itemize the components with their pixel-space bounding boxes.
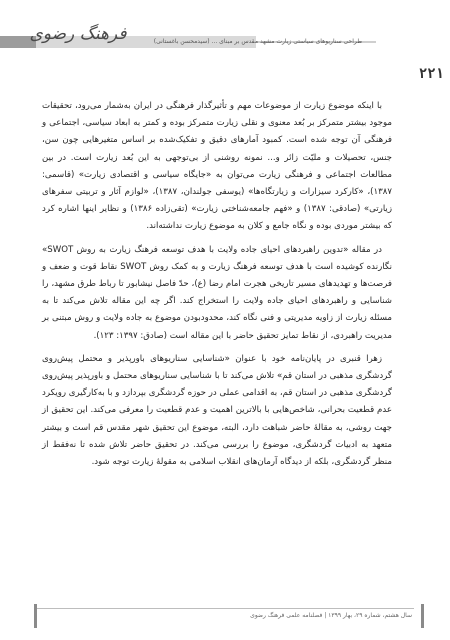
page-footer xyxy=(0,604,450,628)
journal-logo xyxy=(30,14,126,54)
footer-bar-right xyxy=(421,604,424,628)
running-title: طراحی سناریوهای سیاستی زیارت مشهد مقدس بر مبنای ... (سیدمحسن باغستانی) xyxy=(153,38,362,45)
footer-bar-left xyxy=(34,604,37,628)
paragraph: زهرا قنبری در پایان‌نامه خود با عنوان «شناسایی سناریوهای باورپذیر و محتمل پیش‌روی گردشگری مذهبی در استان قم» تلاش می‌کند تا با شناسایی سناریوهای محتمل و باورپذیر پیش‌روی گردشگری مذهبی در استان قم، به اقدامی عملی در حوزه گردشگری بپردازد و با به‌کارگیری رویکرد عدم قطعیت بحرانی، شاخص‌هایی با بالاترین اهمیت و عدم قطعیت را معرفی می‌کند. این تحقیق از جهت روشی، به مقالهٔ حاضر شباهت دارد، البته، موضوع این تحقیق شهر مقدس قم است و بیشتر متعهد به ادبیات گردشگری، موضوع را بررسی می‌کند. در تحقیق حاضر تلاش شده تا نه‌فقط از منظر گردشگری، بلکه از دیدگاه آرمان‌های انقلاب اسلامی به مقولهٔ زیارت توجه شود. xyxy=(42,353,392,468)
journal-logo-text: فرهنگ رضوی xyxy=(29,24,127,44)
paragraph: در مقاله «تدوین راهبردهای احیای جاده ولایت با هدف توسعه فرهنگ زیارت به روش SWOT» نگارنده کوشیده است با هدف توسعه فرهنگ زیارت و به کمک روش SWOT نقاط قوت و ضعف و فرصت‌ها و تهدیدهای مسیر تاریخی هجرت امام رضا (ع)، حدّ فاصل نیشابور تا رباط طرق مشهد، را شناسایی و راهبردهای احیای جاده ولایت را استخراج کند. اگر چه این مقاله تلاش می‌کند تا به مسئله زیارت از زاویه مدیریتی و فنی نگاه کند، محدودبودن موضوع به جاده ولایت و روش مبتنی بر مدیریت راهبردی، از نقاط تمایز تحقیق حاضر با این مقاله است (صادق: ۱۳۹۷: ۱۲۳). xyxy=(42,244,392,341)
article-body xyxy=(42,98,392,477)
paragraph: با اینکه موضوع زیارت از موضوعات مهم و تأثیرگذار فرهنگی در ایران به‌شمار می‌رود، تحقیقات موجود بیشتر متمرکز بر بُعد معنوی و نقلی زیارت متمرکز بوده و کمتر به ابعاد سیاسی، اجتماعی و فرهنگی آن توجه شده است. کمبود آمارهای دقیق و تفکیک‌شده بر اساس متغیرهایی چون سن، جنس، تحصیلات و ملیّت زائر و... نمونه روشنی از بی‌توجهی به این بُعد زیارت است. در بین مطالعات اجتماعی و فرهنگی زیارت می‌توان به «جایگاه سیاسی و اقتصادی زیارت» (قاسمی: ۱۳۸۷)، «کارکرد سیزارات و زیارتگاه‌ها» (یوسفی جولندان، ۱۳۸۷)، «لوازم آثار و تربیتی سفرهای زیارتی» (صادقی: ۱۳۸۷) و «فهم جامعه‌شناختی زیارت» (تقی‌زاده ۱۳۸۶) و نظایر اینها اشاره کرد که بیشتر موردی بوده و نگاه جامع و کلان به موضوع زیارت نداشته‌اند. xyxy=(42,101,392,232)
page-number: ۲۲۱ xyxy=(418,66,444,82)
footer-rule xyxy=(34,608,414,609)
footer-journal-info: سال هشتم، شماره ۲۹، بهار ۱۳۹۹ | فصلنامه علمی فرهنگ رضوی xyxy=(250,612,412,619)
